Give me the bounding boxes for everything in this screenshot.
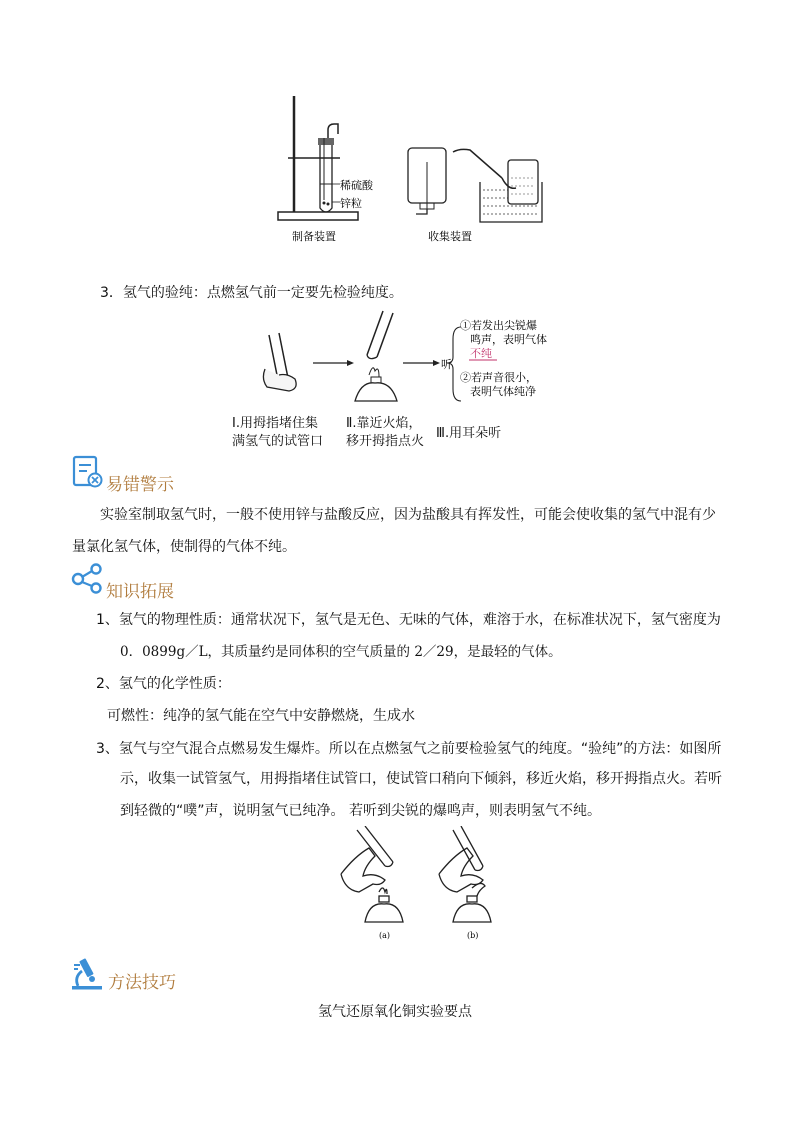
label-dilute-acid: 稀硫酸 [340, 179, 373, 192]
section-title-warning: 易错警示 [106, 475, 174, 495]
knowledge-p1-line-1: 1、氢气的物理性质：通常状况下，氢气是无色、无味的气体，难溶于水，在标准状况下，氢气密度为 [96, 612, 721, 628]
label-zinc: 锌粒 [340, 197, 362, 210]
knowledge-p1-line-2: 0．0899g／L，其质量约是同体积的空气质量的 2／29，是最轻的气体。 [120, 644, 562, 660]
knowledge-p3-line-3: 到轻微的“噗”声，说明氢气已纯净。 若听到尖锐的爆鸣声，则表明氢气不纯。 [120, 803, 601, 819]
knowledge-p3-line-1: 3、氢气与空气混合点燃易发生爆炸。所以在点燃氢气之前要检验氢气的纯度。“验纯”的方法：如图所 [96, 741, 722, 757]
note-2-line-b: 表明气体纯净 [470, 385, 536, 398]
warning-line-2: 量氯化氢气体，使制得的气体不纯。 [72, 539, 296, 555]
knowledge-p2: 2、氢气的化学性质： [96, 676, 231, 692]
figure-label-b: (b) [467, 931, 479, 940]
warning-line-1: 实验室制取氢气时，一般不使用锌与盐酸反应，因为盐酸具有挥发性，可能会使收集的氢气中混有少 [100, 507, 716, 523]
label-collection: 收集装置 [428, 230, 472, 243]
caption-step-2: Ⅱ.靠近火焰， 移开拇指点火 [346, 416, 425, 449]
figure-lamp-test [335, 826, 510, 946]
note-1-line-a: ①若发出尖锐爆 [460, 319, 537, 332]
knowledge-p3-line-2: 示，收集一试管氢气，用拇指堵住试管口，使试管口稍向下倾斜，移近火焰，移开拇指点火。若听 [120, 771, 722, 787]
label-preparation: 制备装置 [292, 230, 336, 243]
note-2-line-a: ②若声音很小， [460, 371, 537, 384]
figure-hydrogen-apparatus [270, 92, 550, 247]
caption-step-1: Ⅰ.用拇指堵住集 满氢气的试管口 [232, 416, 324, 449]
figure-label-a: (a) [379, 931, 391, 940]
knowledge-p2-combustibility: 可燃性：纯净的氢气能在空气中安静燃烧，生成水 [107, 708, 415, 724]
item-3-purity-check: 3．氢气的验纯：点燃氢气前一定要先检验纯度。 [100, 285, 403, 301]
section-title-knowledge: 知识拓展 [106, 582, 174, 602]
method-subtitle: 氢气还原氧化铜实验要点 [318, 1004, 472, 1020]
figure-purity-test [255, 305, 565, 417]
knowledge-share-icon [70, 562, 106, 594]
note-1-line-b: 鸣声，表明气体 [470, 333, 547, 346]
caption-step-3: Ⅲ.用耳朵听 [436, 426, 502, 441]
section-title-method: 方法技巧 [108, 973, 176, 993]
warning-document-icon [72, 455, 104, 489]
method-microscope-icon [70, 955, 106, 991]
label-listen: 听 [441, 358, 452, 371]
note-1-highlight: 不纯 [470, 347, 492, 360]
